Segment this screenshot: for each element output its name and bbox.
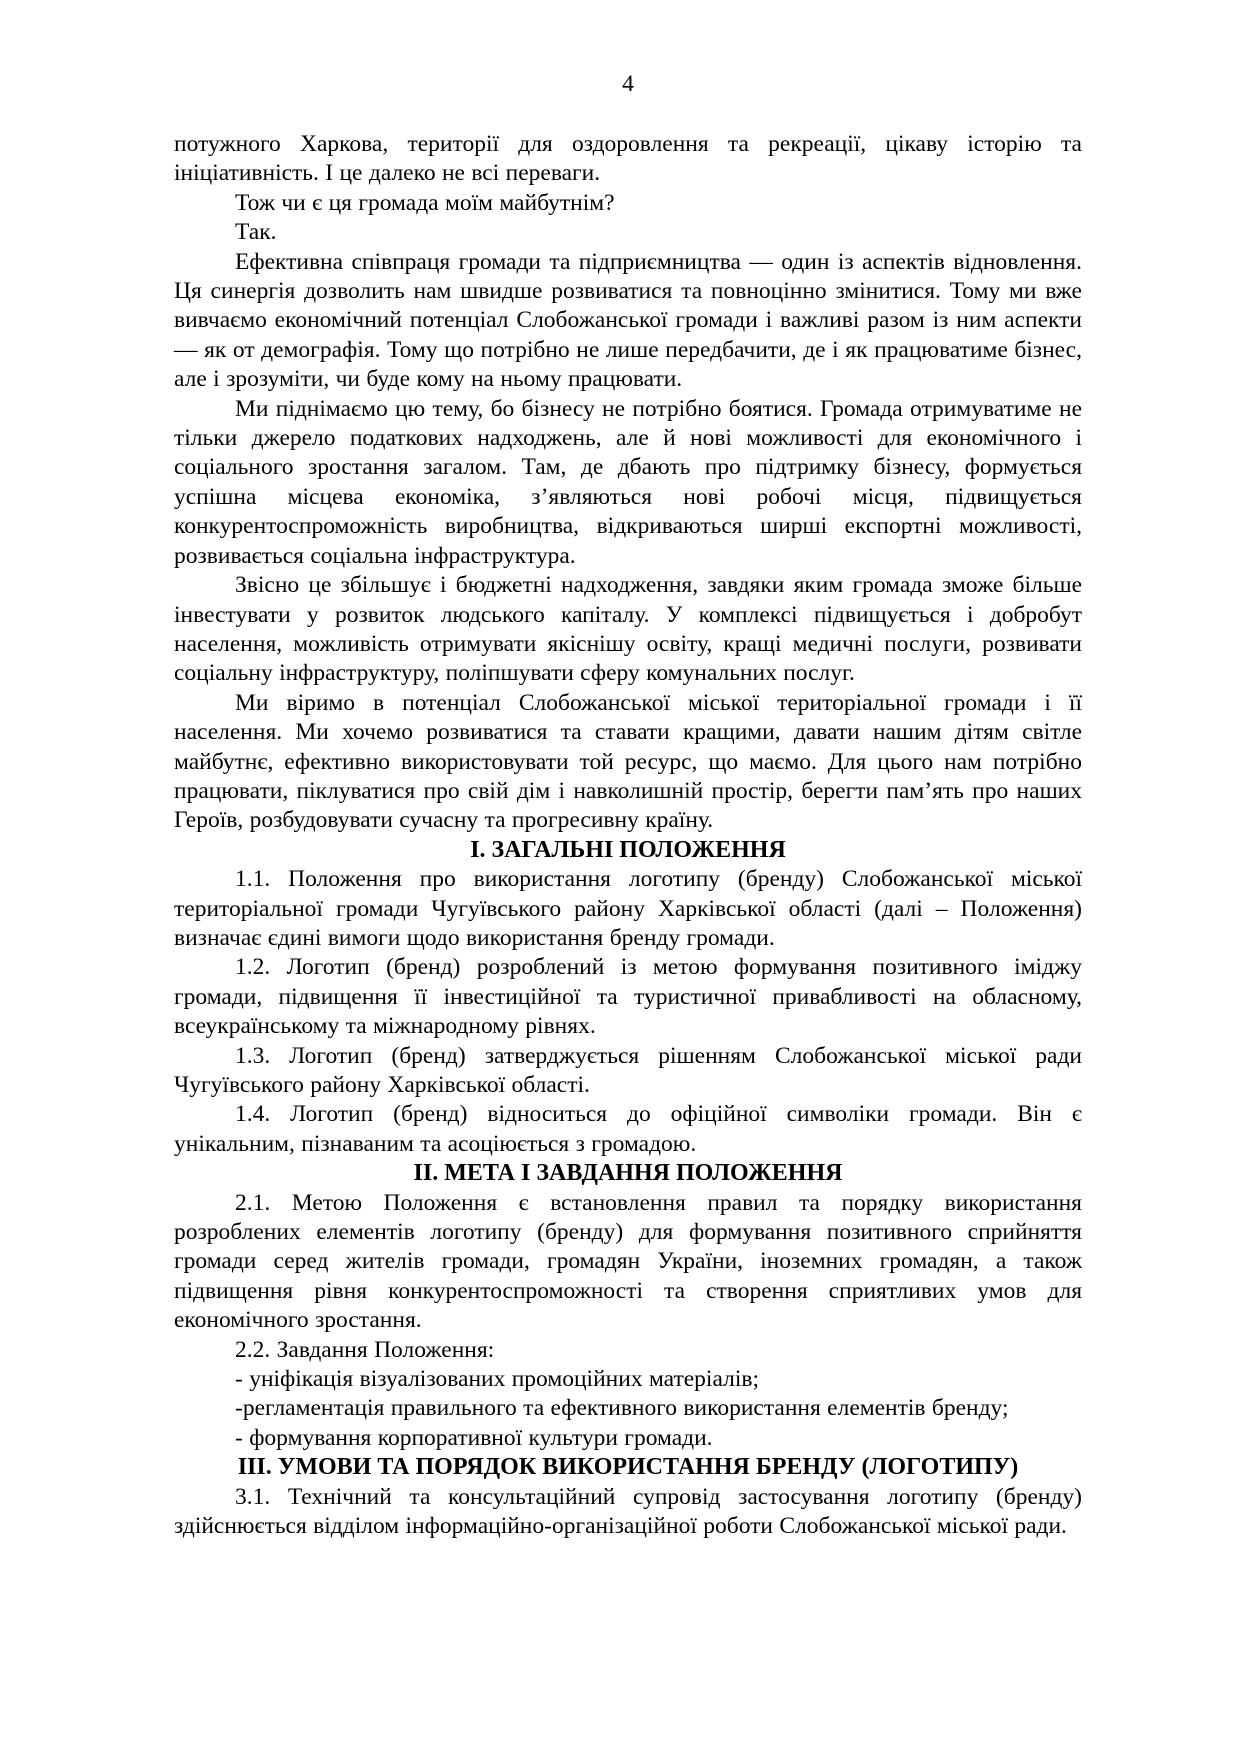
paragraph: Ефективна співпраця громади та підприємництва — один із аспектів відновлення. Ця синергія дозволить нам швидше розвиватися та повноцінно змінитися. Тому ми вже вивчаємо економічний потенціал Слобожанської громади і важливі разом із ним аспекти — як от демографія. Тому що потрібно не лише передбачити, де і як працюватиме бізнес, але і зрозуміти, чи буде кому на ньому працювати. (174, 248, 1082, 393)
list-item: - уніфікація візуалізованих промоційних матеріалів; (235, 1366, 759, 1393)
list-item: -регламентація правильного та ефективного використання елементів бренду; (235, 1395, 1009, 1422)
paragraph: Тож чи є ця громада моїм майбутнім? (235, 189, 615, 216)
paragraph: 1.3. Логотип (бренд) затверджується рішенням Слобожанської міської ради Чугуївського району Харківської області. (174, 1042, 1082, 1098)
page-number: 4 (622, 71, 634, 97)
paragraph: Так. (235, 219, 277, 246)
section-heading-purpose-and-tasks: ІІ. МЕТА І ЗАВДАННЯ ПОЛОЖЕННЯ (413, 1160, 843, 1187)
paragraph: 2.2. Завдання Положення: (235, 1336, 495, 1363)
section-heading-brand-usage-terms: ІІІ. УМОВИ ТА ПОРЯДОК ВИКОРИСТАННЯ БРЕНДУ (ЛОГОТИПУ) (237, 1454, 1019, 1481)
paragraph: 1.1. Положення про використання логотипу (бренду) Слобожанської міської територіальної громади Чугуївського району Харківської області (далі – Положення) визначає єдині вимоги щодо використання бренду громади. (174, 866, 1082, 951)
paragraph: 2.1. Метою Положення є встановлення правил та порядку використання розроблених елементів логотипу (бренду) для формування позитивного сприйняття громади серед жителів громади, громадян України, іноземних громадян, а також підвищення рівня конкурентоспроможності та створення сприятливих умов для економічного зростання. (174, 1189, 1082, 1334)
list-item: - формування корпоративної культури громади. (235, 1424, 713, 1451)
paragraph: потужного Харкова, території для оздоровлення та рекреації, цікаву історію та ініціативність. І це далеко не всі переваги. (174, 131, 1082, 187)
paragraph: 1.4. Логотип (бренд) відноситься до офіційної символіки громади. Він є унікальним, пізнаваним та асоціюється з громадою. (174, 1101, 1082, 1157)
paragraph: Ми піднімаємо цю тему, бо бізнесу не потрібно боятися. Громада отримуватиме не тільки джерело податкових надходжень, але й нові можливості для економічного і соціального зростання загалом. Там, де дбають про підтримку бізнесу, формується успішна місцева економіка, з’являються нові робочі місця, підвищується конкурентоспроможність виробництва, відкриваються ширші експортні можливості, розвивається соціальна інфраструктура. (174, 395, 1082, 569)
paragraph: Звісно це збільшує і бюджетні надходження, завдяки яким громада зможе більше інвестувати у розвиток людського капіталу. У комплексі підвищується і добробут населення, можливість отримувати якіснішу освіту, кращі медичні послуги, розвивати соціальну інфраструктуру, поліпшувати сферу комунальних послуг. (174, 572, 1082, 687)
paragraph: 1.2. Логотип (бренд) розроблений із метою формування позитивного іміджу громади, підвищення її інвестиційної та туристичної привабливості на обласному, всеукраїнському та міжнародному рівнях. (174, 954, 1082, 1040)
paragraph: 3.1. Технічний та консультаційний супровід застосування логотипу (бренду) здійснюється відділом інформаційно-організаційної роботи Слобожанської міської ради. (174, 1483, 1082, 1540)
paragraph: Ми віримо в потенціал Слобожанської міської територіальної громади і її населення. Ми хочемо розвиватися та ставати кращими, давати нашим дітям світле майбутнє, ефективно використовувати той ресурс, що маємо. Для цього нам потрібно працювати, піклуватися про свій дім і навколишній простір, берегти пам’ять про наших Героїв, розбудовувати сучасну та прогресивну країну. (174, 689, 1082, 834)
section-heading-general-provisions: І. ЗАГАЛЬНІ ПОЛОЖЕННЯ (470, 836, 786, 863)
